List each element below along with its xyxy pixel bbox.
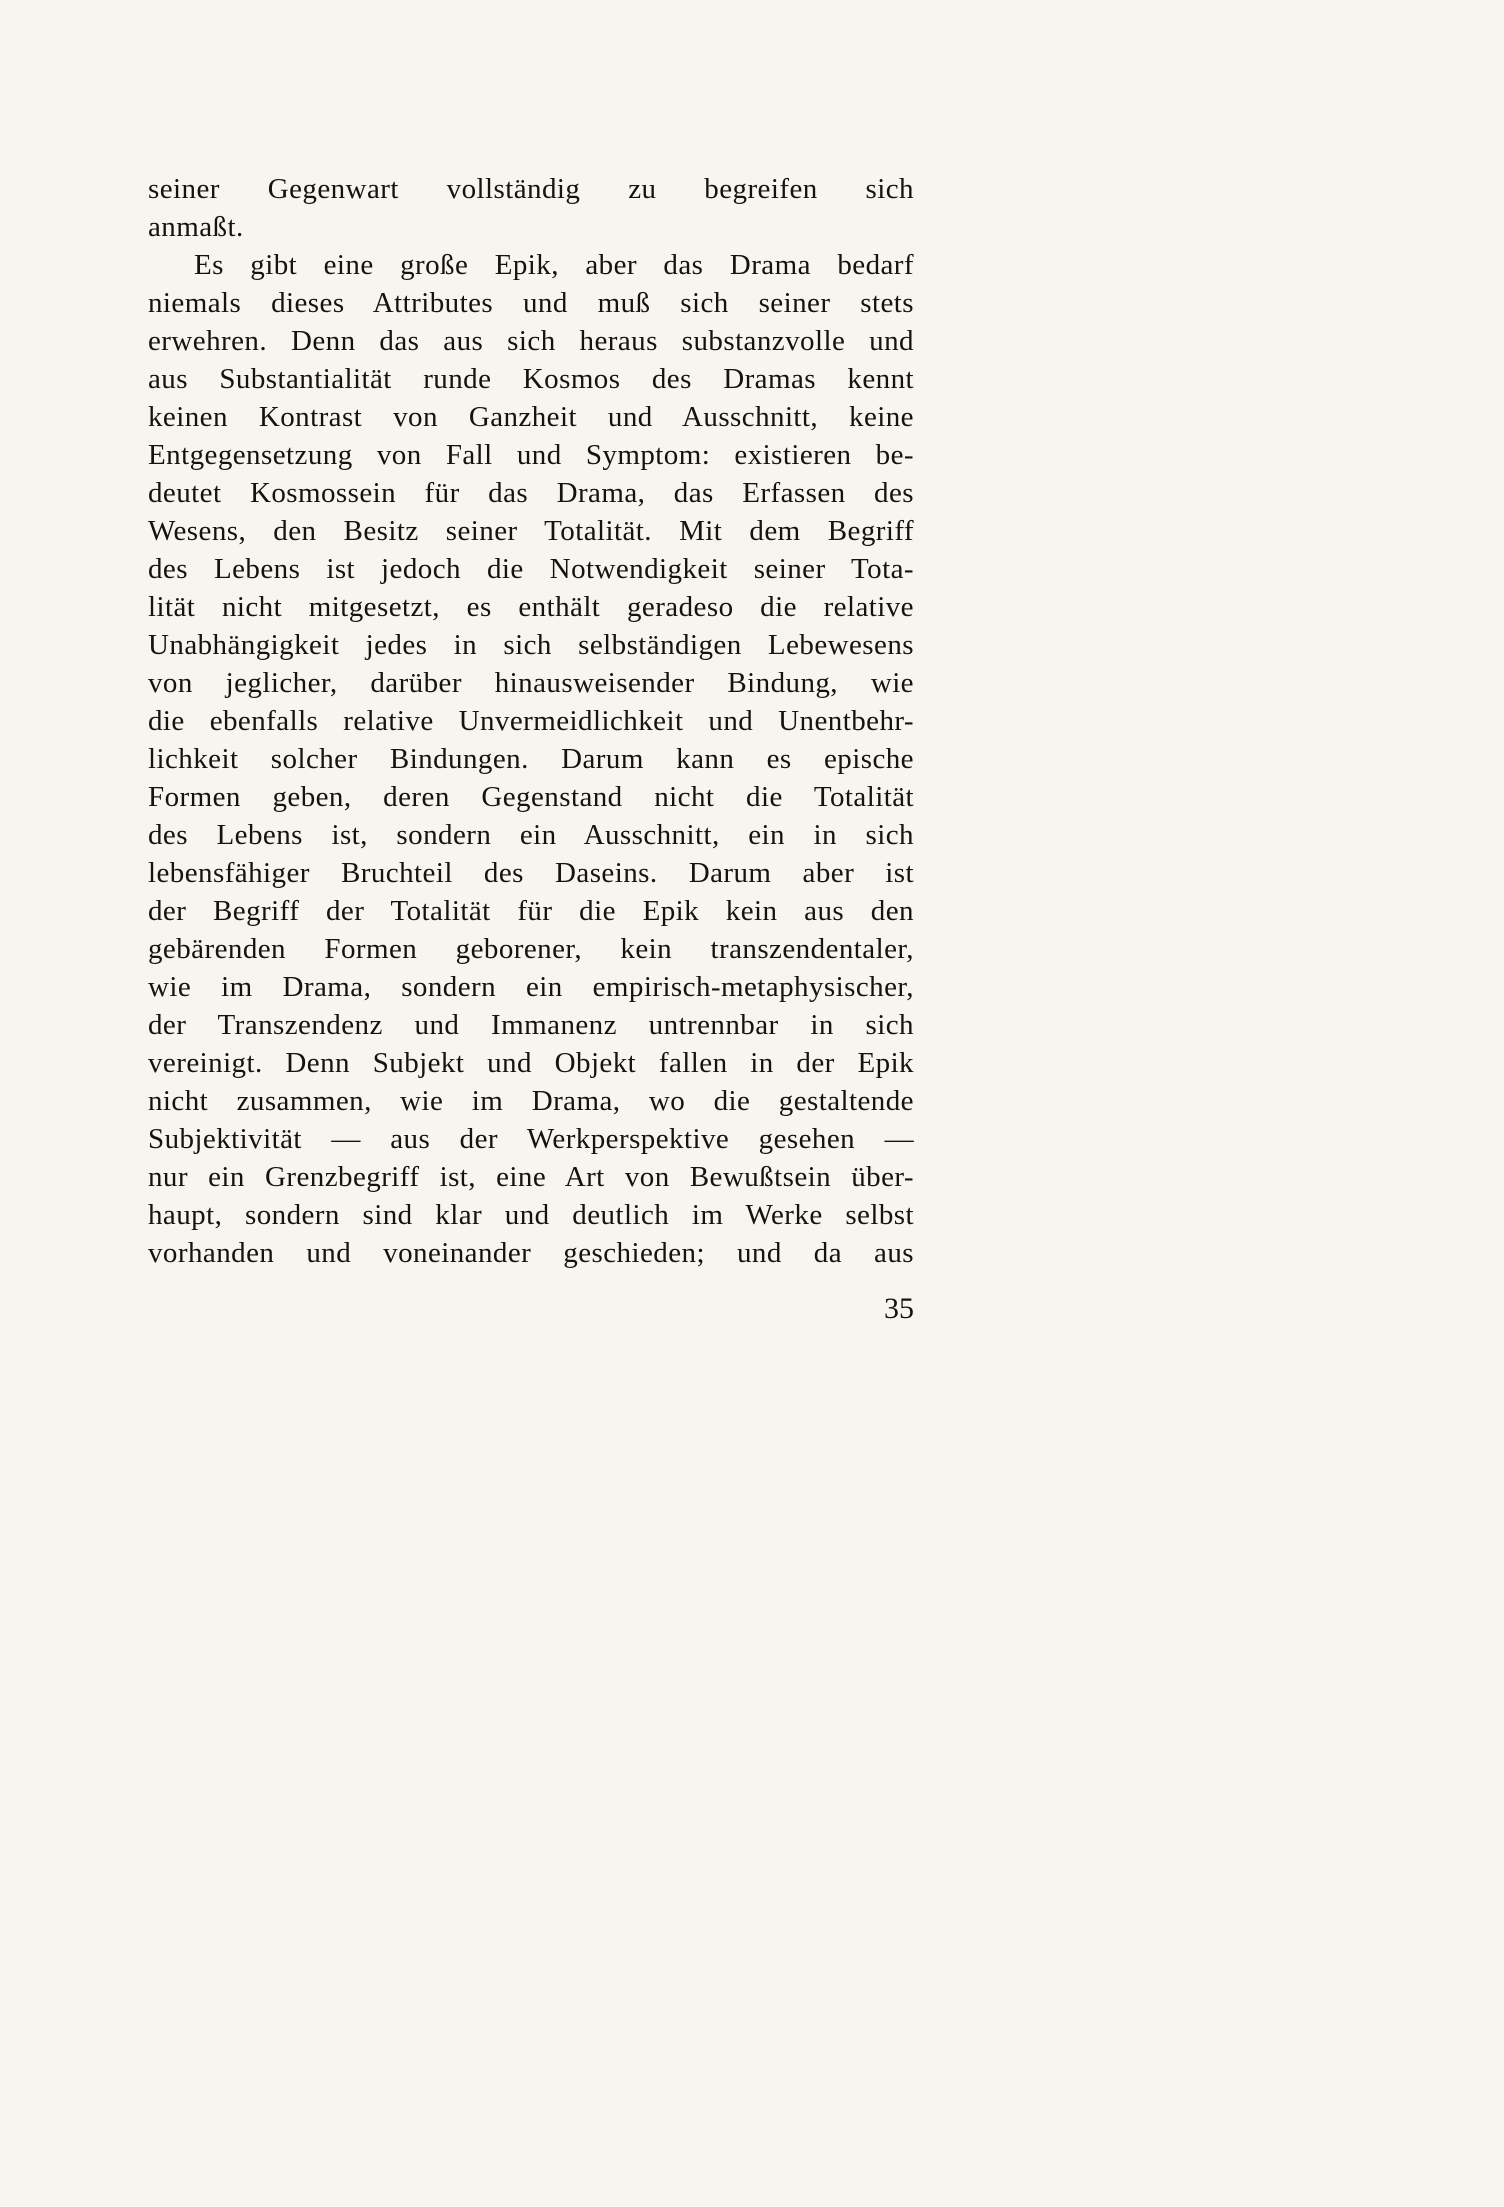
text-line: Wesens, den Besitz seiner Totalität. Mit dem Begriff	[148, 515, 914, 547]
text-line: vereinigt. Denn Subjekt und Objekt fallen in der Epik	[148, 1047, 914, 1079]
text-line: der Transzendenz und Immanenz untrennbar in sich	[148, 1009, 914, 1041]
text-line: keinen Kontrast von Ganzheit und Ausschnitt, keine	[148, 401, 914, 433]
text-line: der Begriff der Totalität für die Epik kein aus den	[148, 895, 914, 927]
text-line: seiner Gegenwart vollständig zu begreifen sich	[148, 173, 914, 205]
text-line: Subjektivität — aus der Werkperspektive gesehen —	[148, 1123, 914, 1155]
text-line: vorhanden und voneinander geschieden; und da aus	[148, 1237, 914, 1269]
text-line: haupt, sondern sind klar und deutlich im Werke selbst	[148, 1199, 914, 1231]
text-line: Es gibt eine große Epik, aber das Drama bedarf	[194, 249, 914, 281]
text-line: erwehren. Denn das aus sich heraus substanzvolle und	[148, 325, 914, 357]
text-line: nur ein Grenzbegriff ist, eine Art von Bewußtsein über-	[148, 1161, 914, 1193]
text-line: des Lebens ist jedoch die Notwendigkeit seiner Tota-	[148, 553, 914, 585]
page-text	[148, 170, 914, 1272]
text-line: wie im Drama, sondern ein empirisch-metaphysischer,	[148, 971, 914, 1003]
text-line: nicht zusammen, wie im Drama, wo die gestaltende	[148, 1085, 914, 1117]
text-line: lichkeit solcher Bindungen. Darum kann es epische	[148, 743, 914, 775]
text-line: des Lebens ist, sondern ein Ausschnitt, ein in sich	[148, 819, 914, 851]
text-line: Entgegensetzung von Fall und Symptom: existieren be-	[148, 439, 914, 471]
text-line: Unabhängigkeit jedes in sich selbständigen Lebewesens	[148, 629, 914, 661]
text-line: lebensfähiger Bruchteil des Daseins. Darum aber ist	[148, 857, 914, 889]
text-line: aus Substantialität runde Kosmos des Dramas kennt	[148, 363, 914, 395]
text-line: die ebenfalls relative Unvermeidlichkeit und Unentbehr-	[148, 705, 914, 737]
text-line: anmaßt.	[148, 211, 244, 243]
text-line: von jeglicher, darüber hinausweisender Bindung, wie	[148, 667, 914, 699]
text-line: gebärenden Formen geborener, kein transzendentaler,	[148, 933, 914, 965]
text-line: Formen geben, deren Gegenstand nicht die Totalität	[148, 781, 914, 813]
page-number: 35	[884, 1292, 914, 1325]
text-line: deutet Kosmossein für das Drama, das Erfassen des	[148, 477, 914, 509]
text-line: lität nicht mitgesetzt, es enthält geradeso die relative	[148, 591, 914, 623]
text-line: niemals dieses Attributes und muß sich seiner stets	[148, 287, 914, 319]
